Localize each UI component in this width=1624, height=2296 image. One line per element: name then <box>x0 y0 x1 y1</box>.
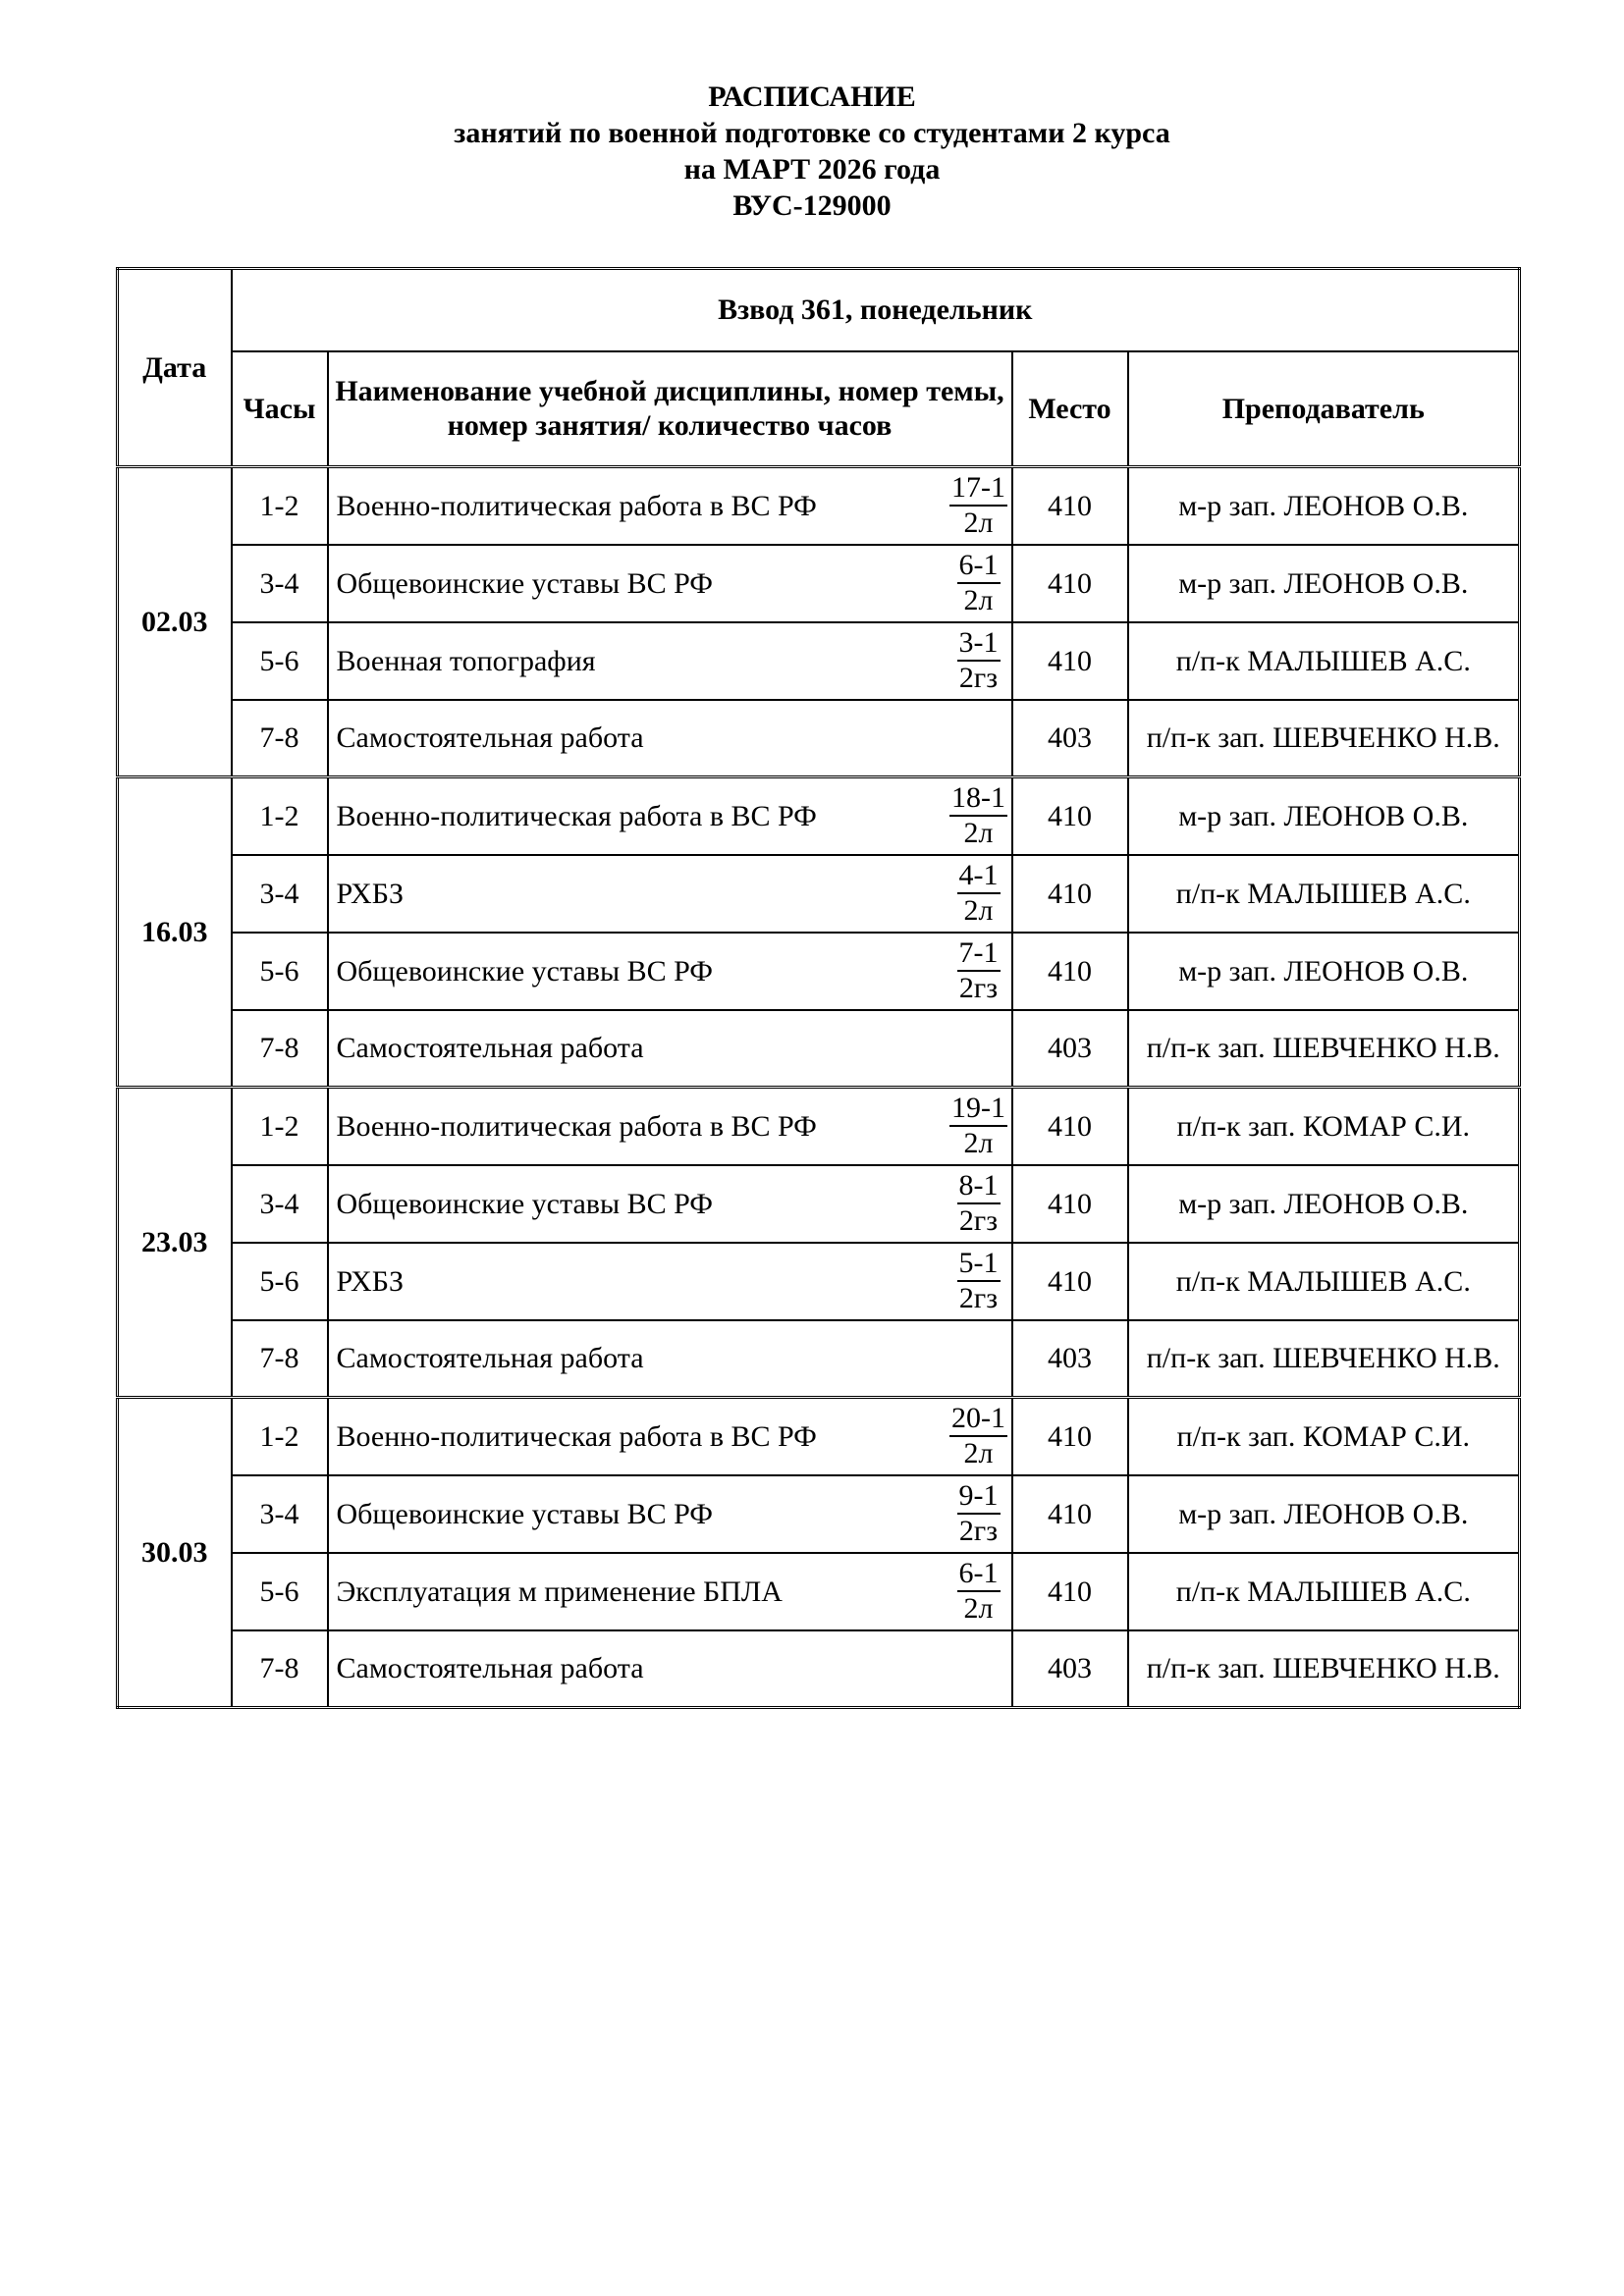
place-cell: 410 <box>1012 777 1128 855</box>
table-row <box>118 1010 1520 1088</box>
topic-lesson-fraction <box>947 936 1011 1005</box>
teacher-cell: п/п-к МАЛЫШЕВ А.С. <box>1128 1553 1520 1630</box>
subject-cell <box>328 467 1012 545</box>
topic-number: 8-1 <box>957 1169 1001 1204</box>
subject-name: Общевоинские уставы ВС РФ <box>336 1497 713 1530</box>
topic-number: 4-1 <box>957 859 1001 894</box>
lesson-hours: 2гз <box>958 1515 999 1547</box>
subject-name: Общевоинские уставы ВС РФ <box>336 1187 713 1220</box>
table-row <box>118 467 1520 545</box>
title-line-2: занятий по военной подготовке со студентами 2 курса <box>454 117 1170 149</box>
subject-cell <box>328 700 1012 777</box>
subject-name: Военная топография <box>336 644 596 677</box>
teacher-cell: м-р зап. ЛЕОНОВ О.В. <box>1128 467 1520 545</box>
table-row <box>118 855 1520 933</box>
teacher-cell: п/п-к зап. ШЕВЧЕНКО Н.В. <box>1128 1630 1520 1708</box>
table-row <box>118 1165 1520 1243</box>
hours-cell: 5-6 <box>232 1243 328 1320</box>
column-header-date: Дата <box>118 269 232 467</box>
hours-cell: 7-8 <box>232 1320 328 1398</box>
table-row <box>118 1320 1520 1398</box>
topic-lesson-fraction <box>947 859 1011 928</box>
topic-lesson-fraction <box>947 471 1011 540</box>
subject-cell <box>328 777 1012 855</box>
place-cell: 410 <box>1012 933 1128 1010</box>
place-cell: 403 <box>1012 1010 1128 1088</box>
schedule-body <box>118 467 1520 1708</box>
topic-lesson-fraction <box>947 1092 1011 1160</box>
title-line-1: РАСПИСАНИЕ <box>708 80 916 113</box>
subject-cell <box>328 1010 1012 1088</box>
subject-cell <box>328 1088 1012 1165</box>
column-header-place: Место <box>1012 351 1128 467</box>
place-cell: 410 <box>1012 1243 1128 1320</box>
subject-name: Военно-политическая работа в ВС РФ <box>336 1109 817 1143</box>
place-cell: 410 <box>1012 467 1128 545</box>
table-row <box>118 1088 1520 1165</box>
hours-cell: 3-4 <box>232 855 328 933</box>
hours-cell: 3-4 <box>232 545 328 622</box>
place-cell: 403 <box>1012 1630 1128 1708</box>
lesson-hours: 2гз <box>958 1204 999 1237</box>
table-row <box>118 1630 1520 1708</box>
teacher-cell: м-р зап. ЛЕОНОВ О.В. <box>1128 777 1520 855</box>
subject-name: Самостоятельная работа <box>336 1032 644 1065</box>
lesson-hours: 2гз <box>958 972 999 1004</box>
lesson-hours: 2л <box>963 584 994 616</box>
table-row <box>118 1243 1520 1320</box>
subject-cell <box>328 1320 1012 1398</box>
topic-number: 20-1 <box>949 1402 1007 1437</box>
column-header-teacher: Преподаватель <box>1128 351 1520 467</box>
hours-cell: 5-6 <box>232 1553 328 1630</box>
place-cell: 403 <box>1012 1320 1128 1398</box>
place-cell: 410 <box>1012 1088 1128 1165</box>
lesson-hours: 2л <box>963 1592 994 1625</box>
topic-number: 17-1 <box>949 471 1007 507</box>
topic-lesson-fraction <box>947 1479 1011 1548</box>
topic-number: 19-1 <box>949 1092 1007 1127</box>
subject-cell <box>328 1475 1012 1553</box>
teacher-cell: п/п-к зап. ШЕВЧЕНКО Н.В. <box>1128 1010 1520 1088</box>
teacher-cell: п/п-к МАЛЫШЕВ А.С. <box>1128 855 1520 933</box>
topic-lesson-fraction <box>947 549 1011 617</box>
topic-number: 9-1 <box>957 1479 1001 1515</box>
hours-cell: 1-2 <box>232 1398 328 1475</box>
lesson-hours: 2л <box>963 1127 994 1160</box>
hours-cell: 7-8 <box>232 700 328 777</box>
date-cell: 16.03 <box>118 777 232 1088</box>
teacher-cell: п/п-к зап. ШЕВЧЕНКО Н.В. <box>1128 1320 1520 1398</box>
teacher-cell: м-р зап. ЛЕОНОВ О.В. <box>1128 545 1520 622</box>
column-header-hours: Часы <box>232 351 328 467</box>
topic-lesson-fraction <box>947 1402 1011 1470</box>
subject-name: Самостоятельная работа <box>336 721 644 755</box>
subject-name: РХБЗ <box>336 1264 404 1298</box>
teacher-cell: м-р зап. ЛЕОНОВ О.В. <box>1128 933 1520 1010</box>
table-row <box>118 545 1520 622</box>
subject-name: Военно-политическая работа в ВС РФ <box>336 1419 817 1453</box>
lesson-hours: 2гз <box>958 662 999 694</box>
hours-cell: 7-8 <box>232 1630 328 1708</box>
subject-cell <box>328 1630 1012 1708</box>
topic-number: 18-1 <box>949 781 1007 817</box>
table-row <box>118 1475 1520 1553</box>
subject-cell <box>328 545 1012 622</box>
teacher-cell: м-р зап. ЛЕОНОВ О.В. <box>1128 1165 1520 1243</box>
topic-number: 5-1 <box>957 1247 1001 1282</box>
topic-number: 3-1 <box>957 626 1001 662</box>
subject-name: Общевоинские уставы ВС РФ <box>336 566 713 600</box>
hours-cell: 7-8 <box>232 1010 328 1088</box>
lesson-hours: 2гз <box>958 1282 999 1314</box>
hours-cell: 3-4 <box>232 1475 328 1553</box>
lesson-hours: 2л <box>963 1437 994 1470</box>
subject-name: Военно-политическая работа в ВС РФ <box>336 799 817 832</box>
hours-cell: 1-2 <box>232 777 328 855</box>
date-cell: 23.03 <box>118 1088 232 1398</box>
table-row <box>118 622 1520 700</box>
hours-cell: 3-4 <box>232 1165 328 1243</box>
table-row <box>118 700 1520 777</box>
place-cell: 410 <box>1012 1165 1128 1243</box>
topic-lesson-fraction <box>947 1557 1011 1626</box>
platoon-header: Взвод 361, понедельник <box>232 269 1520 351</box>
subject-cell <box>328 1398 1012 1475</box>
table-row <box>118 1398 1520 1475</box>
teacher-cell: п/п-к зап. КОМАР С.И. <box>1128 1398 1520 1475</box>
lesson-hours: 2л <box>963 817 994 850</box>
subject-name: Военно-политическая работа в ВС РФ <box>336 489 817 522</box>
topic-lesson-fraction <box>947 781 1011 850</box>
teacher-cell: п/п-к МАЛЫШЕВ А.С. <box>1128 622 1520 700</box>
document-title <box>0 79 1624 224</box>
place-cell: 410 <box>1012 855 1128 933</box>
teacher-cell: п/п-к МАЛЫШЕВ А.С. <box>1128 1243 1520 1320</box>
place-cell: 403 <box>1012 700 1128 777</box>
lesson-hours: 2л <box>963 507 994 540</box>
subject-cell <box>328 855 1012 933</box>
lesson-hours: 2л <box>963 894 994 927</box>
subject-name: РХБЗ <box>336 877 404 910</box>
schedule-table <box>116 267 1521 1709</box>
table-row <box>118 933 1520 1010</box>
topic-lesson-fraction <box>947 626 1011 695</box>
teacher-cell: п/п-к зап. ШЕВЧЕНКО Н.В. <box>1128 700 1520 777</box>
topic-lesson-fraction <box>947 1169 1011 1238</box>
subject-name: Общевоинские уставы ВС РФ <box>336 954 713 988</box>
hours-cell: 5-6 <box>232 933 328 1010</box>
subject-name: Самостоятельная работа <box>336 1342 644 1375</box>
subject-cell <box>328 1243 1012 1320</box>
date-cell: 30.03 <box>118 1398 232 1708</box>
teacher-cell: п/п-к зап. КОМАР С.И. <box>1128 1088 1520 1165</box>
subject-cell <box>328 622 1012 700</box>
subject-name: Самостоятельная работа <box>336 1652 644 1685</box>
topic-number: 6-1 <box>957 1557 1001 1592</box>
hours-cell: 1-2 <box>232 467 328 545</box>
place-cell: 410 <box>1012 622 1128 700</box>
topic-lesson-fraction <box>947 1247 1011 1315</box>
place-cell: 410 <box>1012 1398 1128 1475</box>
table-row <box>118 777 1520 855</box>
subject-name: Эксплуатация м применение БПЛА <box>336 1575 783 1608</box>
hours-cell: 5-6 <box>232 622 328 700</box>
place-cell: 410 <box>1012 1475 1128 1553</box>
title-line-3: на МАРТ 2026 года <box>683 153 941 186</box>
subject-cell <box>328 1165 1012 1243</box>
subject-cell <box>328 933 1012 1010</box>
topic-number: 7-1 <box>957 936 1001 972</box>
teacher-cell: м-р зап. ЛЕОНОВ О.В. <box>1128 1475 1520 1553</box>
column-header-subject: Наименование учебной дисциплины, номер темы, номер занятия/ количество часов <box>328 351 1012 467</box>
hours-cell: 1-2 <box>232 1088 328 1165</box>
date-cell: 02.03 <box>118 467 232 777</box>
place-cell: 410 <box>1012 1553 1128 1630</box>
table-row <box>118 1553 1520 1630</box>
subject-cell <box>328 1553 1012 1630</box>
title-line-4: ВУС-129000 <box>732 189 892 222</box>
place-cell: 410 <box>1012 545 1128 622</box>
topic-number: 6-1 <box>957 549 1001 584</box>
